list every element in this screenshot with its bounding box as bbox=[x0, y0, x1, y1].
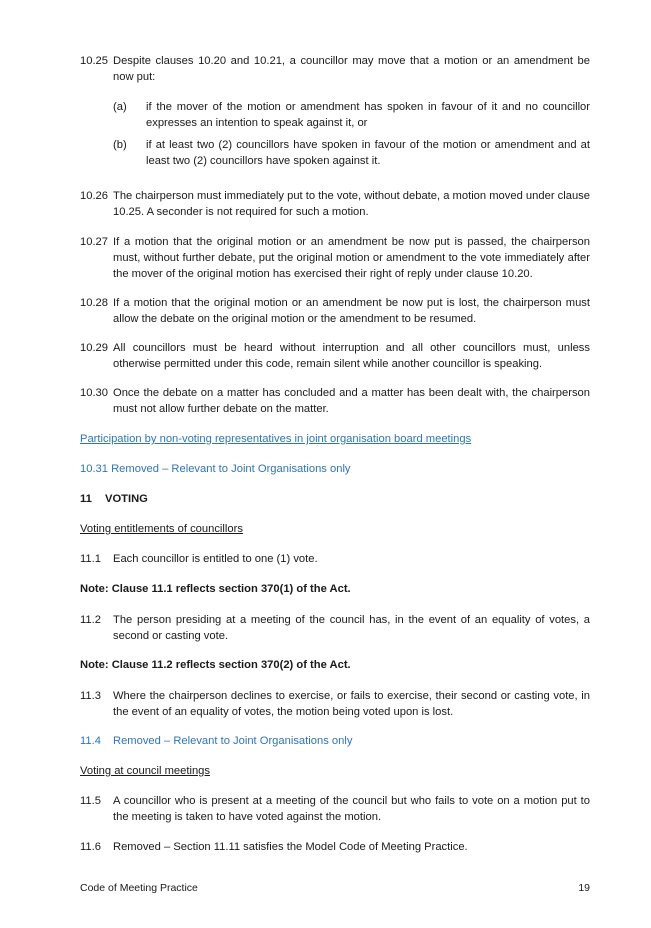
heading-participation-link[interactable]: Participation by non-voting representatives in joint organisation board meetings bbox=[80, 433, 472, 445]
clause-text: If a motion that the original motion or an amendment be now put is passed, the chairperson must, without further debate, put the original motion or amendment to the vote immediately after the mover of the original motion has exercised their right of reply under clause 10.20. bbox=[113, 236, 590, 280]
clause-text: Removed – Relevant to Joint Organisations only bbox=[113, 735, 353, 747]
clause-text: If a motion that the original motion or an amendment be now put is lost, the chairperson must allow the debate on the original motion or the amendment to be resumed. bbox=[113, 297, 590, 325]
clause-11-2 bbox=[80, 612, 590, 644]
clause-11-4-removed bbox=[80, 733, 590, 749]
clause-text: The person presiding at a meeting of the council has, in the event of an equality of votes, a second or casting vote. bbox=[113, 614, 590, 642]
clause-10-28 bbox=[80, 295, 590, 327]
sub-label: (b) bbox=[113, 139, 127, 151]
clause-10-31-removed: 10.31 Removed – Relevant to Joint Organisations only bbox=[80, 463, 351, 475]
page-footer bbox=[80, 880, 590, 896]
clause-number: 10.26 bbox=[80, 190, 108, 202]
clause-11-5 bbox=[80, 793, 590, 825]
section-title: VOTING bbox=[105, 493, 148, 505]
sub-text: if the mover of the motion or amendment has spoken in favour of it and no councillor expresses an intention to speak against it, or bbox=[146, 101, 590, 129]
clause-10-26 bbox=[80, 188, 590, 220]
clause-number: 11.4 bbox=[80, 735, 101, 747]
section-number: 11 bbox=[80, 493, 92, 505]
clause-10-27 bbox=[80, 234, 590, 282]
heading-voting-entitlements: Voting entitlements of councillors bbox=[80, 523, 243, 535]
note-11-2: Note: Clause 11.2 reflects section 370(2) of the Act. bbox=[80, 659, 351, 671]
clause-10-29 bbox=[80, 340, 590, 372]
sub-text: if at least two (2) councillors have spoken in favour of the motion or amendment and at least two (2) councillors have spoken against it. bbox=[146, 139, 590, 167]
clause-number: 10.25 bbox=[80, 55, 108, 67]
section-11-heading bbox=[80, 491, 590, 507]
clause-number: 10.29 bbox=[80, 342, 108, 354]
clause-10-25-a bbox=[113, 99, 590, 131]
heading-voting-council-meetings: Voting at council meetings bbox=[80, 765, 210, 777]
clause-11-1 bbox=[80, 551, 590, 567]
clause-number: 10.30 bbox=[80, 387, 108, 399]
clause-text: The chairperson must immediately put to the vote, without debate, a motion moved under clause 10.25. A seconder is not required for such a motion. bbox=[113, 190, 590, 218]
page-number: 19 bbox=[578, 882, 590, 894]
clause-text: A councillor who is present at a meeting of the council but who fails to vote on a motion put to the meeting is taken to have voted against the motion. bbox=[113, 795, 590, 823]
clause-text: Removed – Section 11.11 satisfies the Model Code of Meeting Practice. bbox=[113, 841, 468, 853]
clause-10-30 bbox=[80, 385, 590, 417]
note-11-1: Note: Clause 11.1 reflects section 370(1) of the Act. bbox=[80, 583, 351, 595]
clause-10-25-b bbox=[113, 137, 590, 169]
clause-11-3 bbox=[80, 688, 590, 720]
clause-text: Despite clauses 10.20 and 10.21, a councillor may move that a motion or an amendment be now put: bbox=[113, 55, 590, 83]
clause-text: Each councillor is entitled to one (1) vote. bbox=[113, 553, 318, 565]
clause-text: All councillors must be heard without interruption and all other councillors must, unless otherwise permitted under this code, remain silent while another councillor is speaking. bbox=[113, 342, 590, 370]
clause-number: 11.6 bbox=[80, 841, 101, 853]
sub-label: (a) bbox=[113, 101, 127, 113]
clause-text: Once the debate on a matter has concluded and a matter has been dealt with, the chairperson must not allow further debate on the matter. bbox=[113, 387, 590, 415]
clause-number: 11.3 bbox=[80, 690, 101, 702]
clause-number: 10.28 bbox=[80, 297, 108, 309]
footer-title: Code of Meeting Practice bbox=[80, 882, 198, 894]
clause-number: 11.5 bbox=[80, 795, 101, 807]
clause-text: Where the chairperson declines to exercise, or fails to exercise, their second or casting vote, in the event of an equality of votes, the motion being voted upon is lost. bbox=[113, 690, 590, 718]
clause-number: 11.2 bbox=[80, 614, 101, 626]
clause-10-25 bbox=[80, 53, 590, 169]
clause-11-6 bbox=[80, 839, 590, 855]
clause-number: 11.1 bbox=[80, 553, 101, 565]
clause-number: 10.27 bbox=[80, 236, 108, 248]
